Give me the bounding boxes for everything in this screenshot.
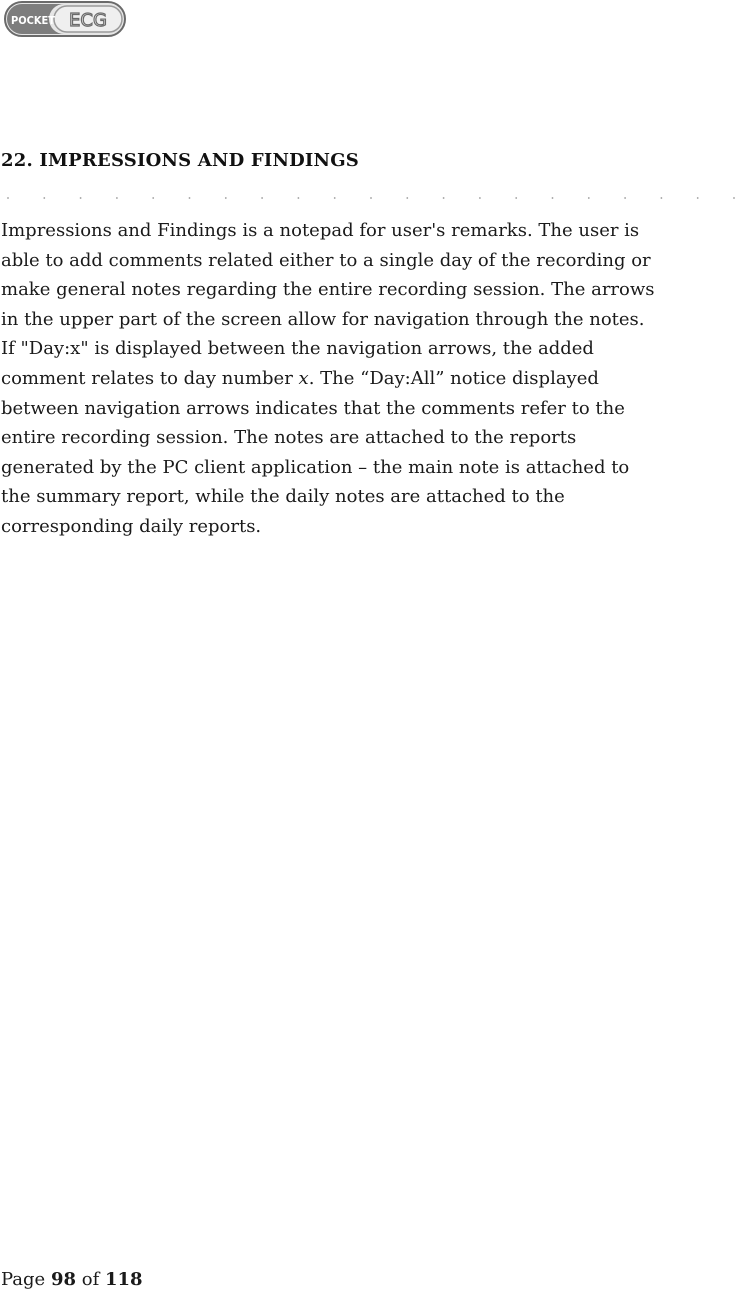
divider-dot — [7, 197, 9, 199]
divider-dot — [733, 197, 735, 199]
paragraph-line: between navigation arrows indicates that the comments refer to the — [1, 397, 625, 419]
current-page-number: 98 — [50, 1269, 77, 1290]
pocket-ecg-logo — [4, 1, 126, 37]
divider-dot — [370, 197, 372, 199]
divider-dot — [116, 197, 118, 199]
page-label: Page — [1, 1269, 46, 1290]
divider-dot — [334, 197, 336, 199]
total-pages-number: 118 — [104, 1269, 143, 1290]
logo-text-right: ECG — [69, 10, 107, 31]
divider-dot — [515, 197, 517, 199]
paragraph-line: corresponding daily reports. — [1, 515, 262, 537]
paragraph-line: in the upper part of the screen allow for navigation through the notes. — [1, 308, 645, 330]
divider-dot — [152, 197, 154, 199]
divider-dot — [624, 197, 626, 199]
divider-dot — [298, 197, 300, 199]
divider-dot — [406, 197, 408, 199]
paragraph-line: the summary report, while the daily notes are attached to the — [1, 486, 565, 508]
divider-dot — [43, 197, 45, 199]
divider-dot — [479, 197, 481, 199]
logo-text-left: POCKET — [10, 14, 56, 27]
paragraph-line: able to add comments related either to a single day of the recording or — [1, 249, 651, 271]
paragraph-line: Impressions and Findings is a notepad for user's remarks. The user is — [1, 220, 640, 241]
page-footer — [1, 1269, 143, 1290]
of-label: of — [81, 1269, 100, 1290]
paragraph — [1, 216, 745, 542]
divider-dot — [697, 197, 699, 199]
paragraph-line: If "Day:x" is displayed between the navigation arrows, the added — [1, 338, 594, 360]
divider-dot — [80, 197, 82, 199]
paragraph-line: make general notes regarding the entire recording session. The arrows — [1, 279, 655, 301]
paragraph-line: comment relates to day number x. The “Day:All” notice displayed — [1, 367, 599, 389]
italic-day-variable: x — [298, 367, 309, 389]
paragraph-line: entire recording session. The notes are attached to the reports — [1, 427, 577, 449]
divider-dot — [588, 197, 590, 199]
paragraph-line: generated by the PC client application – the main note is attached to — [1, 456, 630, 478]
divider-dot — [261, 197, 263, 199]
dotted-divider — [0, 196, 745, 200]
divider-dot — [189, 197, 191, 199]
section-heading: 22. IMPRESSIONS AND FINDINGS — [1, 150, 359, 171]
divider-dot — [443, 197, 445, 199]
divider-dot — [552, 197, 554, 199]
divider-dot — [225, 197, 227, 199]
divider-dot — [661, 197, 663, 199]
